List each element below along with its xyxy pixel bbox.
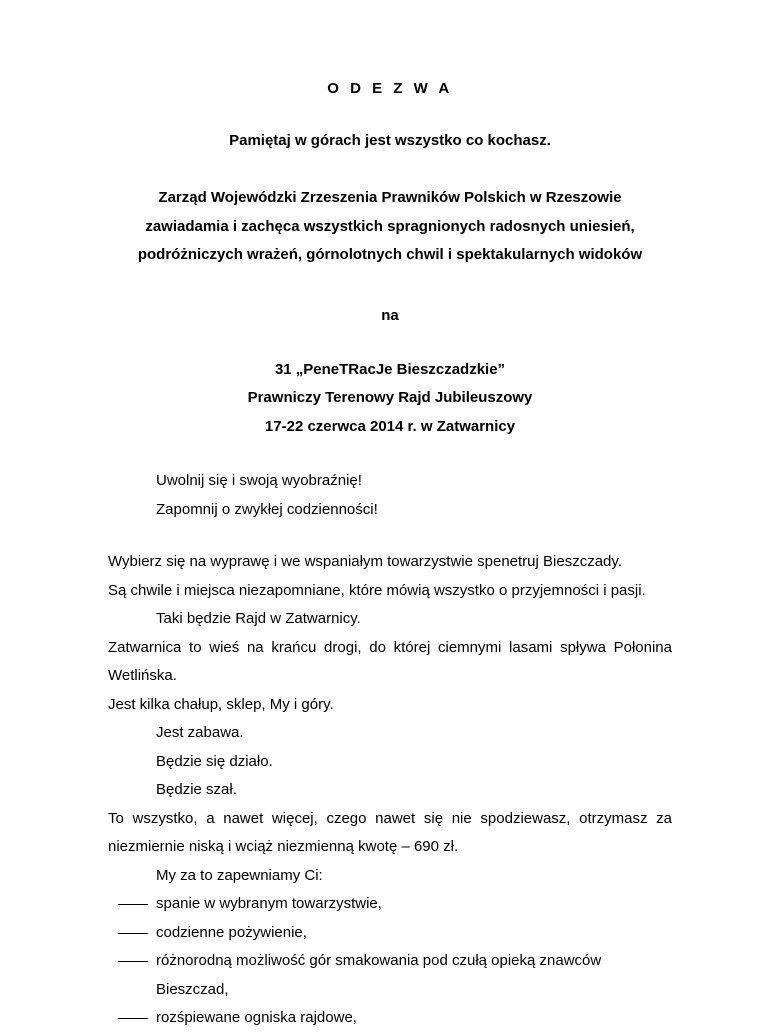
list-item (108, 1004, 672, 1033)
event-subtitle: Prawniczy Terenowy Rajd Jubileuszowy (247, 389, 533, 406)
dash-bullet-icon (118, 961, 148, 962)
announcement-line: Zarząd Wojewódzki Zrzeszenia Prawników Polskich w Rzeszowie (158, 189, 622, 206)
list-item-text: różnorodną możliwość gór smakowania pod czułą opieką znawców Bieszczad, (156, 952, 602, 998)
event-name: 31 „PeneTRacJe Bieszczadzkie” (274, 360, 506, 378)
list-item (108, 947, 672, 1004)
event-details (108, 356, 672, 442)
motto: Pamiętaj w górach jest wszystko co kochasz. (229, 132, 551, 149)
paragraph: Będzie się działo. (156, 752, 273, 770)
paragraph: Wybierz się na wyprawę i we wspaniałym towarzystwie spenetruj Bieszczady. (108, 553, 622, 570)
list-item (108, 890, 672, 919)
list-item-text: spanie w wybranym towarzystwie, (156, 895, 382, 912)
list-item-text: codzienne pożywienie, (156, 923, 307, 941)
list-item-text: rozśpiewane ogniska rajdowe, (156, 1009, 357, 1026)
spacer (108, 524, 672, 548)
paragraph: To wszystko, a nawet więcej, czego nawet się nie spodziewasz, otrzymasz za niezmiernie niską i wciąż niezmienną kwotę – 690 zł. (108, 809, 672, 855)
provided-list (108, 890, 672, 1033)
organizer-announcement (108, 184, 672, 270)
paragraph: Jest kilka chałup, sklep, My i góry. (108, 695, 334, 713)
body-text (108, 548, 672, 890)
paragraph: Są chwile i miejsca niezapomniane, które mówią wszystko o przyjemności i pasji. (108, 581, 646, 599)
dash-bullet-icon (118, 904, 148, 905)
na-word: na (381, 306, 399, 324)
paragraph: Jest zabawa. (156, 724, 244, 741)
event-date-location: 17-22 czerwca 2014 r. w Zatwarnicy (264, 417, 516, 435)
document-title: O D E Z W A (327, 80, 453, 97)
intro-line: Zapomnij o zwykłej codzienności! (156, 500, 378, 518)
announcement-line: podróżniczych wrażeń, górnolotnych chwil i spektakularnych widoków (137, 246, 643, 263)
dash-bullet-icon (118, 933, 148, 934)
paragraph: Taki będzie Rajd w Zatwarnicy. (156, 610, 361, 627)
intro-lines (108, 467, 672, 524)
dash-bullet-icon (118, 1018, 148, 1019)
paragraph: Zatwarnica to wieś na krańcu drogi, do której ciemnymi lasami spływa Połonina Wetlińska. (108, 638, 672, 684)
paragraph: Będzie szał. (156, 781, 237, 798)
announcement-line: zawiadamia i zachęca wszystkich spragnionych radosnych uniesień, (145, 217, 635, 235)
list-item (108, 919, 672, 948)
intro-line: Uwolnij się i swoją wyobraźnię! (156, 472, 362, 489)
paragraph: My za to zapewniamy Ci: (156, 866, 323, 884)
